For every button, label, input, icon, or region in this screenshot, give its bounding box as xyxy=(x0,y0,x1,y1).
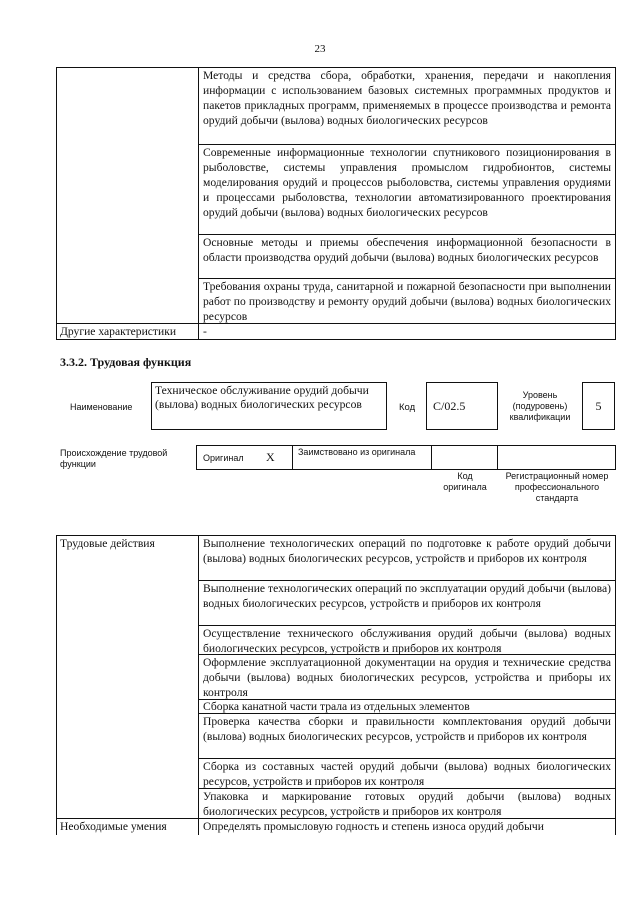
table-border xyxy=(56,67,57,340)
table-border xyxy=(56,535,57,835)
function-code: C/02.5 xyxy=(433,399,466,413)
function-name: Техническое обслуживание орудий добычи (вылова) водных биологических ресурсов xyxy=(155,384,369,411)
table-border xyxy=(198,67,199,340)
other-characteristics-label: Другие характеристики xyxy=(60,325,177,338)
origin-label: Происхождение трудовой функции xyxy=(60,448,168,469)
original-mark: X xyxy=(266,450,275,464)
reg-number-caption: Регистрационный номер профессионального стандарта xyxy=(505,471,609,503)
other-characteristics-value: - xyxy=(203,325,207,338)
knowledge-item: Требования охраны труда, санитарной и пожарной безопасности при выполнении работ по производству и ремонту орудий добычи (вылова) водных биологических ресурсов xyxy=(203,280,611,323)
origin-divider xyxy=(431,445,432,470)
code-label: Код xyxy=(399,402,416,413)
borrowed-label: Заимствовано из оригинала xyxy=(298,447,416,457)
qualification-level: 5 xyxy=(595,399,602,413)
labor-action-item: Сборка из составных частей орудий добычи (вылова) водных биологических ресурсов, устройств и приборов их контроля xyxy=(203,760,611,788)
origin-divider xyxy=(497,445,498,470)
table-border xyxy=(615,67,616,340)
table-border xyxy=(56,339,616,340)
knowledge-item: Методы и средства сбора, обработки, хранения, передачи и накопления информации с использованием базовых системных программных продуктов и пакетов прикладных программ, применяемых в процессе производства и ремонта орудий добычи (вылова) водных биологических ресурсов xyxy=(203,69,611,127)
labor-action-item: Осуществление технического обслуживания орудий добычи (вылова) водных биологических ресурсов, устройств и приборов их контроля xyxy=(203,627,611,654)
labor-action-item: Упаковка и маркирование готовых орудий добычи (вылова) водных биологических ресурсов, устройств и приборов их контроля xyxy=(203,790,611,818)
labor-action-item: Сборка канатной части трала из отдельных элементов xyxy=(203,700,470,713)
skills-label: Необходимые умения xyxy=(60,820,167,833)
knowledge-item: Основные методы и приемы обеспечения информационной безопасности в области производства орудий добычи (вылова) водных биологических ресурсов xyxy=(203,236,611,264)
labor-action-item: Выполнение технологических операций по подготовке к работе орудий добычи (вылова) водных биологических ресурсов, устройств и приборов их контроля xyxy=(203,537,611,565)
table-border xyxy=(198,535,199,835)
knowledge-item: Современные информационные технологии спутникового позиционирования в рыболовстве, системы управления промыслом гидробионтов, системы моделирования орудий и процессов рыболовства, системы управления орудиями и процессами рыболовства, технологии автоматизированного проектирования орудий добычи (вылова) водных биологических ресурсов xyxy=(203,146,611,219)
labor-action-item: Выполнение технологических операций по эксплуатации орудий добычи (вылова) водных биологических ресурсов, устройств и приборов их контроля xyxy=(203,582,611,610)
labor-action-item: Оформление эксплуатационной документации на орудия и технические средства добычи (вылова) водных биологических ресурсов, устройства и приборы их контроля xyxy=(203,656,611,699)
origin-divider xyxy=(292,445,293,470)
section-heading: 3.3.2. Трудовая функция xyxy=(60,355,192,369)
table-border xyxy=(615,535,616,835)
original-label: Оригинал xyxy=(203,453,244,463)
skill-item: Определять промысловую годность и степень износа орудий добычи xyxy=(203,820,544,833)
code-original-caption: Код оригинала xyxy=(443,471,487,492)
level-label: Уровень (подуровень) квалификации xyxy=(509,390,571,422)
labor-action-item: Проверка качества сборки и правильности комплектования орудий добычи (вылова) водных биологических ресурсов, устройств и приборов их контроля xyxy=(203,715,611,743)
page-number: 23 xyxy=(314,43,326,55)
name-label: Наименование xyxy=(70,402,133,412)
labor-actions-label: Трудовые действия xyxy=(60,537,155,550)
